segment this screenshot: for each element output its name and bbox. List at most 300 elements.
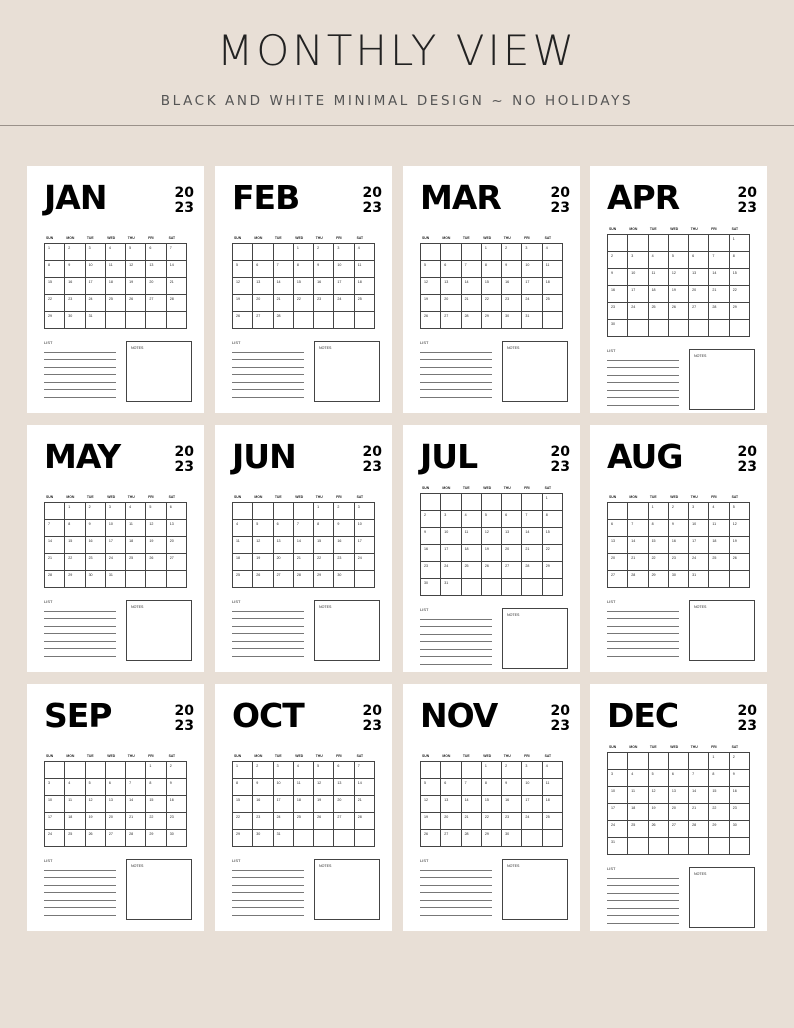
day-cell[interactable]: 1 [45, 244, 65, 261]
day-cell[interactable]: 27 [274, 571, 294, 588]
day-cell[interactable]: 2 [669, 503, 689, 520]
day-cell[interactable]: 21 [628, 554, 648, 571]
day-cell[interactable]: 27 [334, 813, 354, 830]
day-cell[interactable]: 29 [146, 830, 166, 847]
day-cell[interactable]: 15 [730, 269, 750, 286]
day-cell[interactable]: 9 [608, 269, 628, 286]
day-cell[interactable]: 26 [314, 813, 334, 830]
list-line[interactable] [420, 871, 492, 879]
notes-box[interactable] [126, 859, 192, 920]
day-cell[interactable]: 5 [421, 261, 441, 278]
day-cell[interactable]: 6 [106, 779, 126, 796]
day-cell[interactable]: 31 [608, 838, 628, 855]
day-cell[interactable] [522, 579, 542, 596]
day-cell[interactable]: 14 [628, 537, 648, 554]
day-cell[interactable]: 21 [45, 554, 65, 571]
day-cell[interactable]: 13 [689, 269, 709, 286]
day-cell[interactable]: 8 [233, 779, 253, 796]
list-lines[interactable] [607, 353, 679, 406]
day-cell[interactable]: 1 [543, 494, 563, 511]
day-cell[interactable]: 20 [441, 295, 461, 312]
day-cell[interactable]: 29 [730, 303, 750, 320]
day-cell[interactable]: 25 [709, 554, 729, 571]
day-cell[interactable]: 21 [462, 813, 482, 830]
day-cell[interactable]: 30 [669, 571, 689, 588]
day-cell[interactable]: 7 [689, 770, 709, 787]
day-cell[interactable]: 18 [709, 537, 729, 554]
day-cell[interactable]: 13 [502, 528, 522, 545]
day-cell[interactable]: 4 [294, 762, 314, 779]
day-cell[interactable]: 21 [126, 813, 146, 830]
day-cell[interactable]: 12 [421, 796, 441, 813]
day-cell[interactable]: 15 [65, 537, 85, 554]
day-cell[interactable]: 10 [689, 520, 709, 537]
list-line[interactable] [232, 353, 304, 361]
day-cell[interactable]: 18 [233, 554, 253, 571]
day-cell[interactable]: 3 [355, 503, 375, 520]
list-line[interactable] [44, 360, 116, 368]
day-cell[interactable]: 26 [649, 821, 669, 838]
day-cell[interactable]: 24 [522, 295, 542, 312]
day-cell[interactable]: 18 [543, 278, 563, 295]
list-line[interactable] [232, 345, 304, 353]
day-cell[interactable]: 19 [730, 537, 750, 554]
day-cell[interactable]: 10 [441, 528, 461, 545]
list-line[interactable] [607, 886, 679, 894]
list-line[interactable] [420, 620, 492, 628]
day-cell[interactable]: 24 [106, 554, 126, 571]
day-cell[interactable]: 16 [421, 545, 441, 562]
day-cell[interactable]: 24 [441, 562, 461, 579]
day-cell[interactable] [274, 244, 294, 261]
day-cell[interactable]: 11 [543, 261, 563, 278]
day-cell[interactable]: 28 [462, 312, 482, 329]
list-line[interactable] [607, 612, 679, 620]
list-line[interactable] [44, 878, 116, 886]
day-cell[interactable] [314, 830, 334, 847]
day-cell[interactable]: 3 [86, 244, 106, 261]
day-cell[interactable]: 8 [730, 252, 750, 269]
day-cell[interactable]: 16 [334, 537, 354, 554]
list-line[interactable] [420, 657, 492, 665]
day-cell[interactable] [126, 762, 146, 779]
list-line[interactable] [420, 353, 492, 361]
list-line[interactable] [420, 901, 492, 909]
day-cell[interactable]: 11 [233, 537, 253, 554]
day-cell[interactable] [126, 312, 146, 329]
day-cell[interactable]: 6 [274, 520, 294, 537]
day-cell[interactable]: 4 [649, 252, 669, 269]
day-cell[interactable]: 6 [441, 261, 461, 278]
day-cell[interactable]: 9 [253, 779, 273, 796]
day-cell[interactable]: 21 [709, 286, 729, 303]
day-cell[interactable]: 19 [86, 813, 106, 830]
list-line[interactable] [607, 649, 679, 657]
day-cell[interactable]: 28 [126, 830, 146, 847]
day-cell[interactable] [628, 320, 648, 337]
day-cell[interactable]: 14 [462, 278, 482, 295]
day-cell[interactable]: 3 [689, 503, 709, 520]
day-cell[interactable]: 3 [522, 762, 542, 779]
day-cell[interactable]: 4 [709, 503, 729, 520]
day-cell[interactable]: 29 [45, 312, 65, 329]
list-line[interactable] [232, 878, 304, 886]
day-cell[interactable] [709, 838, 729, 855]
day-cell[interactable]: 5 [482, 511, 502, 528]
list-line[interactable] [44, 634, 116, 642]
day-cell[interactable]: 6 [146, 244, 166, 261]
notes-box[interactable] [689, 867, 755, 928]
list-line[interactable] [420, 908, 492, 916]
day-cell[interactable]: 7 [522, 511, 542, 528]
day-cell[interactable]: 15 [233, 796, 253, 813]
day-cell[interactable]: 16 [86, 537, 106, 554]
day-cell[interactable]: 28 [709, 303, 729, 320]
day-cell[interactable]: 15 [543, 528, 563, 545]
day-cell[interactable]: 23 [608, 303, 628, 320]
day-cell[interactable]: 10 [334, 261, 354, 278]
day-cell[interactable]: 14 [274, 278, 294, 295]
day-cell[interactable]: 13 [669, 787, 689, 804]
day-cell[interactable]: 24 [628, 303, 648, 320]
day-cell[interactable] [45, 762, 65, 779]
list-line[interactable] [44, 375, 116, 383]
list-line[interactable] [44, 863, 116, 871]
day-cell[interactable]: 24 [689, 554, 709, 571]
list-line[interactable] [420, 878, 492, 886]
day-cell[interactable] [649, 235, 669, 252]
day-cell[interactable] [709, 571, 729, 588]
day-cell[interactable]: 8 [482, 261, 502, 278]
day-cell[interactable]: 23 [167, 813, 187, 830]
day-cell[interactable]: 22 [709, 804, 729, 821]
day-cell[interactable]: 12 [314, 779, 334, 796]
day-cell[interactable]: 1 [482, 762, 502, 779]
day-cell[interactable]: 23 [502, 295, 522, 312]
day-cell[interactable]: 4 [65, 779, 85, 796]
day-cell[interactable]: 30 [167, 830, 187, 847]
day-cell[interactable]: 8 [709, 770, 729, 787]
day-cell[interactable]: 16 [502, 278, 522, 295]
day-cell[interactable]: 14 [689, 787, 709, 804]
day-cell[interactable] [669, 320, 689, 337]
day-cell[interactable]: 12 [126, 261, 146, 278]
day-cell[interactable]: 28 [628, 571, 648, 588]
day-cell[interactable]: 20 [253, 295, 273, 312]
day-cell[interactable]: 18 [462, 545, 482, 562]
day-cell[interactable]: 9 [730, 770, 750, 787]
list-line[interactable] [232, 390, 304, 398]
day-cell[interactable]: 5 [86, 779, 106, 796]
day-cell[interactable]: 5 [649, 770, 669, 787]
day-cell[interactable]: 4 [126, 503, 146, 520]
day-cell[interactable]: 11 [462, 528, 482, 545]
day-cell[interactable]: 29 [649, 571, 669, 588]
list-line[interactable] [607, 361, 679, 369]
day-cell[interactable]: 13 [334, 779, 354, 796]
day-cell[interactable]: 2 [502, 244, 522, 261]
day-cell[interactable]: 7 [462, 779, 482, 796]
day-cell[interactable]: 11 [649, 269, 669, 286]
list-line[interactable] [420, 360, 492, 368]
day-cell[interactable] [730, 320, 750, 337]
day-cell[interactable]: 8 [649, 520, 669, 537]
list-line[interactable] [44, 619, 116, 627]
list-line[interactable] [232, 908, 304, 916]
day-cell[interactable]: 6 [253, 261, 273, 278]
day-cell[interactable] [167, 312, 187, 329]
day-cell[interactable]: 21 [689, 804, 709, 821]
day-cell[interactable] [482, 579, 502, 596]
day-cell[interactable]: 20 [669, 804, 689, 821]
list-line[interactable] [420, 390, 492, 398]
day-cell[interactable]: 4 [543, 762, 563, 779]
day-cell[interactable]: 10 [522, 779, 542, 796]
day-cell[interactable]: 12 [669, 269, 689, 286]
day-cell[interactable]: 27 [253, 312, 273, 329]
day-cell[interactable]: 6 [689, 252, 709, 269]
day-cell[interactable]: 17 [106, 537, 126, 554]
day-cell[interactable]: 4 [628, 770, 648, 787]
list-line[interactable] [420, 650, 492, 658]
day-cell[interactable]: 30 [730, 821, 750, 838]
day-cell[interactable]: 22 [482, 813, 502, 830]
day-cell[interactable]: 14 [709, 269, 729, 286]
day-cell[interactable]: 18 [649, 286, 669, 303]
day-cell[interactable] [669, 838, 689, 855]
day-cell[interactable]: 26 [86, 830, 106, 847]
day-cell[interactable]: 5 [253, 520, 273, 537]
day-cell[interactable] [314, 312, 334, 329]
day-cell[interactable]: 28 [522, 562, 542, 579]
day-cell[interactable]: 27 [669, 821, 689, 838]
day-cell[interactable]: 20 [146, 278, 166, 295]
day-cell[interactable]: 8 [146, 779, 166, 796]
day-cell[interactable]: 25 [355, 295, 375, 312]
day-cell[interactable]: 3 [441, 511, 461, 528]
day-cell[interactable]: 20 [502, 545, 522, 562]
notes-box[interactable] [126, 341, 192, 402]
day-cell[interactable]: 31 [274, 830, 294, 847]
day-cell[interactable]: 27 [167, 554, 187, 571]
day-cell[interactable] [355, 312, 375, 329]
day-cell[interactable]: 22 [649, 554, 669, 571]
day-cell[interactable] [146, 571, 166, 588]
list-line[interactable] [420, 368, 492, 376]
day-cell[interactable]: 18 [628, 804, 648, 821]
notes-box[interactable] [689, 600, 755, 661]
day-cell[interactable]: 5 [146, 503, 166, 520]
day-cell[interactable] [608, 753, 628, 770]
list-lines[interactable] [44, 863, 116, 916]
notes-box[interactable] [502, 341, 568, 402]
day-cell[interactable] [628, 753, 648, 770]
day-cell[interactable] [253, 503, 273, 520]
list-line[interactable] [607, 879, 679, 887]
day-cell[interactable] [441, 244, 461, 261]
day-cell[interactable]: 1 [314, 503, 334, 520]
day-cell[interactable]: 10 [274, 779, 294, 796]
list-line[interactable] [607, 909, 679, 917]
day-cell[interactable]: 27 [502, 562, 522, 579]
list-line[interactable] [420, 863, 492, 871]
day-cell[interactable]: 9 [65, 261, 85, 278]
day-cell[interactable] [709, 320, 729, 337]
day-cell[interactable]: 19 [421, 295, 441, 312]
day-cell[interactable]: 13 [441, 278, 461, 295]
day-cell[interactable]: 26 [421, 830, 441, 847]
day-cell[interactable]: 1 [649, 503, 669, 520]
day-cell[interactable]: 30 [421, 579, 441, 596]
notes-box[interactable] [314, 600, 380, 661]
day-cell[interactable]: 1 [65, 503, 85, 520]
day-cell[interactable]: 31 [441, 579, 461, 596]
day-cell[interactable]: 3 [628, 252, 648, 269]
day-cell[interactable]: 25 [294, 813, 314, 830]
list-line[interactable] [44, 345, 116, 353]
day-cell[interactable]: 1 [482, 244, 502, 261]
day-cell[interactable]: 3 [334, 244, 354, 261]
day-cell[interactable]: 28 [45, 571, 65, 588]
list-lines[interactable] [607, 604, 679, 657]
day-cell[interactable]: 30 [502, 312, 522, 329]
day-cell[interactable]: 25 [233, 571, 253, 588]
day-cell[interactable]: 1 [730, 235, 750, 252]
day-cell[interactable]: 2 [608, 252, 628, 269]
day-cell[interactable]: 20 [274, 554, 294, 571]
day-cell[interactable]: 9 [86, 520, 106, 537]
list-line[interactable] [420, 612, 492, 620]
day-cell[interactable]: 27 [441, 830, 461, 847]
list-line[interactable] [232, 893, 304, 901]
list-line[interactable] [44, 627, 116, 635]
list-line[interactable] [420, 383, 492, 391]
day-cell[interactable]: 2 [730, 753, 750, 770]
day-cell[interactable]: 25 [649, 303, 669, 320]
day-cell[interactable]: 12 [649, 787, 669, 804]
list-line[interactable] [607, 391, 679, 399]
day-cell[interactable]: 1 [294, 244, 314, 261]
notes-box[interactable] [502, 608, 568, 669]
day-cell[interactable]: 6 [608, 520, 628, 537]
list-line[interactable] [607, 398, 679, 406]
day-cell[interactable]: 1 [233, 762, 253, 779]
day-cell[interactable]: 27 [689, 303, 709, 320]
day-cell[interactable]: 29 [709, 821, 729, 838]
day-cell[interactable]: 24 [334, 295, 354, 312]
day-cell[interactable] [355, 571, 375, 588]
day-cell[interactable]: 19 [482, 545, 502, 562]
day-cell[interactable]: 19 [314, 796, 334, 813]
day-cell[interactable]: 28 [294, 571, 314, 588]
day-cell[interactable]: 15 [45, 278, 65, 295]
day-cell[interactable] [167, 571, 187, 588]
day-cell[interactable]: 18 [126, 537, 146, 554]
day-cell[interactable]: 29 [482, 830, 502, 847]
day-cell[interactable] [543, 579, 563, 596]
list-line[interactable] [44, 886, 116, 894]
day-cell[interactable]: 8 [314, 520, 334, 537]
day-cell[interactable]: 23 [334, 554, 354, 571]
day-cell[interactable]: 10 [106, 520, 126, 537]
day-cell[interactable]: 8 [65, 520, 85, 537]
day-cell[interactable]: 20 [167, 537, 187, 554]
day-cell[interactable]: 11 [355, 261, 375, 278]
day-cell[interactable]: 9 [669, 520, 689, 537]
day-cell[interactable]: 24 [608, 821, 628, 838]
day-cell[interactable]: 19 [233, 295, 253, 312]
day-cell[interactable]: 18 [294, 796, 314, 813]
day-cell[interactable] [649, 320, 669, 337]
day-cell[interactable]: 21 [294, 554, 314, 571]
day-cell[interactable]: 23 [86, 554, 106, 571]
day-cell[interactable]: 23 [314, 295, 334, 312]
day-cell[interactable]: 3 [106, 503, 126, 520]
day-cell[interactable]: 31 [689, 571, 709, 588]
day-cell[interactable]: 20 [106, 813, 126, 830]
day-cell[interactable]: 24 [355, 554, 375, 571]
day-cell[interactable]: 18 [65, 813, 85, 830]
day-cell[interactable]: 9 [314, 261, 334, 278]
day-cell[interactable] [543, 312, 563, 329]
day-cell[interactable]: 5 [730, 503, 750, 520]
day-cell[interactable]: 16 [253, 796, 273, 813]
day-cell[interactable]: 7 [45, 520, 65, 537]
list-line[interactable] [44, 908, 116, 916]
day-cell[interactable]: 16 [314, 278, 334, 295]
list-line[interactable] [607, 383, 679, 391]
list-line[interactable] [232, 612, 304, 620]
day-cell[interactable]: 23 [502, 813, 522, 830]
day-cell[interactable]: 19 [669, 286, 689, 303]
notes-box[interactable] [126, 600, 192, 661]
list-line[interactable] [232, 649, 304, 657]
day-cell[interactable]: 25 [543, 295, 563, 312]
day-cell[interactable]: 6 [502, 511, 522, 528]
list-line[interactable] [607, 604, 679, 612]
day-cell[interactable]: 22 [314, 554, 334, 571]
list-line[interactable] [607, 353, 679, 361]
day-cell[interactable]: 30 [65, 312, 85, 329]
day-cell[interactable] [669, 753, 689, 770]
list-lines[interactable] [420, 345, 492, 398]
day-cell[interactable]: 3 [608, 770, 628, 787]
day-cell[interactable]: 12 [233, 278, 253, 295]
day-cell[interactable]: 13 [167, 520, 187, 537]
list-line[interactable] [607, 634, 679, 642]
list-line[interactable] [232, 627, 304, 635]
day-cell[interactable] [441, 494, 461, 511]
day-cell[interactable]: 1 [709, 753, 729, 770]
day-cell[interactable]: 4 [233, 520, 253, 537]
day-cell[interactable]: 7 [294, 520, 314, 537]
day-cell[interactable]: 17 [334, 278, 354, 295]
day-cell[interactable]: 6 [167, 503, 187, 520]
day-cell[interactable] [522, 494, 542, 511]
day-cell[interactable]: 3 [45, 779, 65, 796]
list-line[interactable] [232, 871, 304, 879]
day-cell[interactable] [628, 235, 648, 252]
list-line[interactable] [420, 345, 492, 353]
notes-box[interactable] [314, 341, 380, 402]
notes-box[interactable] [502, 859, 568, 920]
day-cell[interactable]: 18 [543, 796, 563, 813]
day-cell[interactable]: 19 [253, 554, 273, 571]
list-line[interactable] [232, 604, 304, 612]
day-cell[interactable]: 29 [65, 571, 85, 588]
day-cell[interactable]: 25 [65, 830, 85, 847]
list-line[interactable] [44, 901, 116, 909]
